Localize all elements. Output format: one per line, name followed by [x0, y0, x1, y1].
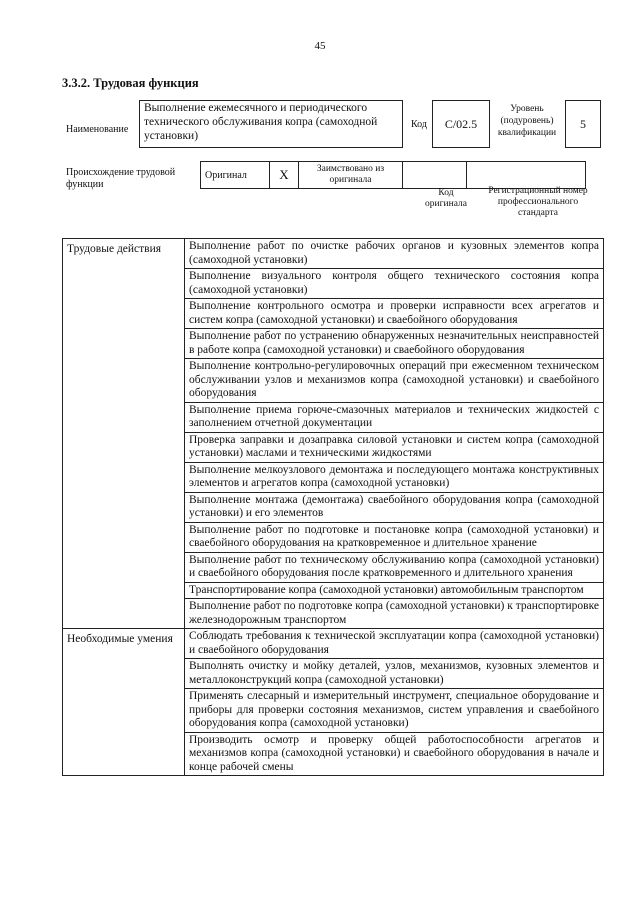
list-item: Выполнение работ по подготовке копра (самоходной установки) к транспортировке железнодорожным транспортом: [185, 599, 604, 629]
list-item: Выполнение контрольно-регулировочных операций при ежесменном техническом обслуживании узлов и механизмов копра (самоходной установки) и сваебойного оборудования: [185, 359, 604, 403]
origin-label: Происхождение трудовой функции: [66, 167, 176, 190]
reg-number-cell: [467, 162, 586, 189]
original-label: Оригинал: [201, 162, 270, 189]
list-item: Выполнение работ по техническому обслуживанию копра (самоходной установки) и сваебойного оборудования после кратковременного и длительного хранения: [185, 552, 604, 582]
original-mark: X: [270, 162, 299, 189]
list-item: Применять слесарный и измерительный инструмент, специальное оборудование и приборы для проверки состояния механизмов, систем управления и сваебойного оборудования копра (самоходной установки): [185, 689, 604, 733]
code-label: Код: [411, 119, 427, 130]
function-table: [62, 238, 604, 776]
list-item: Выполнение контрольного осмотра и проверки исправности всех агрегатов и систем копра (самоходной установки) и сваебойного оборудования: [185, 299, 604, 329]
list-item: Выполнение монтажа (демонтажа) сваебойного оборудования копра (самоходной установки) и его элементов: [185, 492, 604, 522]
list-item: Выполнение визуального контроля общего технического состояния копра (самоходной установки): [185, 269, 604, 299]
category-cell: Трудовые действия: [63, 239, 185, 629]
list-item: Выполнение работ по устранению обнаруженных незначительных неисправностей в работе копра (самоходной установки) и сваебойного оборудования: [185, 329, 604, 359]
list-item: Выполнение мелкоузлового демонтажа и последующего монтажа конструктивных элементов и агрегатов копра (самоходной установки): [185, 462, 604, 492]
list-item: Проверка заправки и дозаправка силовой установки и систем копра (самоходной установки) маслами и техническими жидкостями: [185, 432, 604, 462]
borrowed-label: Заимствовано из оригинала: [299, 162, 403, 189]
list-item: Выполнение приема горюче-смазочных материалов и технических жидкостей с заполнением отчетной документации: [185, 402, 604, 432]
name-label: Наименование: [66, 124, 129, 135]
list-item: Производить осмотр и проверку общей работоспособности агрегатов и механизмов копра (самоходной установки) и сваебойного оборудования в начале и конце рабочей смены: [185, 732, 604, 776]
list-item: Выполнение работ по очистке рабочих органов и кузовных элементов копра (самоходной установки): [185, 239, 604, 269]
code-value: С/02.5: [432, 100, 490, 148]
original-code-cell: [403, 162, 467, 189]
level-value: 5: [565, 100, 601, 148]
section-title: 3.3.2. Трудовая функция: [62, 76, 199, 90]
list-item: Соблюдать требования к технической эксплуатации копра (самоходной установки) и сваебойного оборудования: [185, 629, 604, 659]
category-cell: Необходимые умения: [63, 629, 185, 776]
list-item: Выполнять очистку и мойку деталей, узлов, механизмов, кузовных элементов и металлоконструкций копра (самоходной установки): [185, 659, 604, 689]
list-item: Транспортирование копра (самоходной установки) автомобильным транспортом: [185, 582, 604, 599]
table-row: [63, 239, 604, 269]
table-row: [63, 629, 604, 659]
list-item: Выполнение работ по подготовке и постановке копра (самоходной установки) и сваебойного оборудования на кратковременное и длительное хранение: [185, 522, 604, 552]
origin-table: [200, 161, 586, 189]
page-number: 45: [314, 40, 326, 52]
function-name: Выполнение ежемесячного и периодического технического обслуживания копра (самоходной установки): [139, 100, 403, 148]
code-caption: Код оригинала: [425, 188, 467, 209]
reg-caption: Регистрационный номер профессионального стандарта: [488, 186, 588, 218]
level-label: Уровень (подуровень) квалификации: [497, 104, 557, 138]
